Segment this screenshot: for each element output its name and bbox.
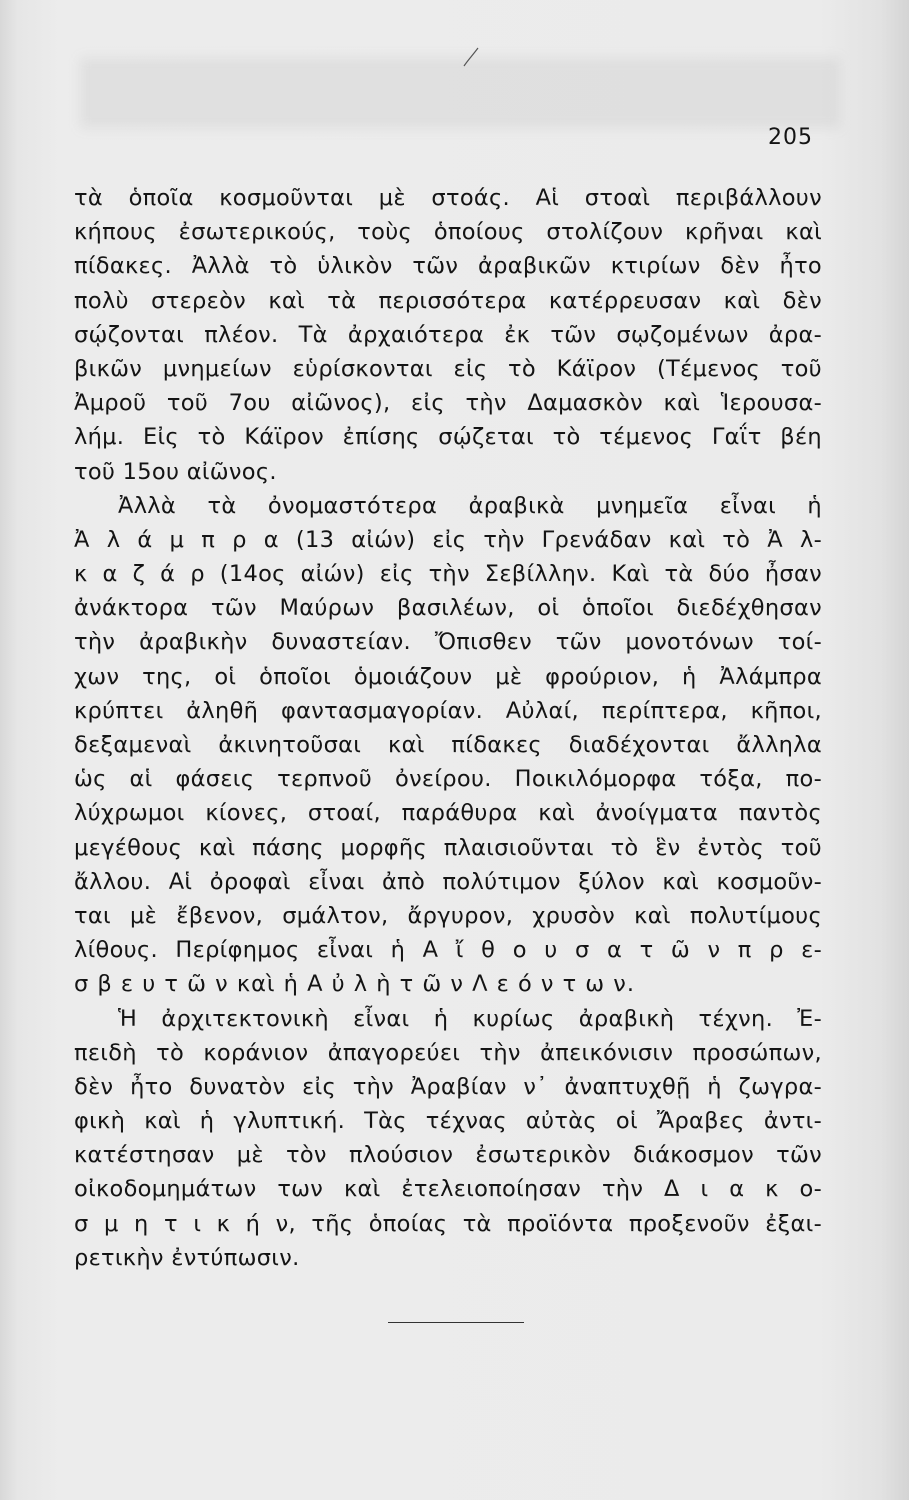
bleed-through-shadow	[80, 58, 840, 128]
text-line: πολὺ στερεὸν καὶ τὰ περισσότερα κατέρρευσαν καὶ δὲν	[74, 287, 822, 314]
text-line: τὴν ἀραβικὴν δυναστείαν. Ὄπισθεν τῶν μονοτόνων τοί-	[74, 629, 822, 656]
text-line: λήμ. Εἰς τὸ Κάϊρον ἐπίσης σῴζεται τὸ τέμενος Γαΐτ βέη	[74, 424, 822, 451]
text-line: κρύπτει ἀληθῆ φαντασμαγορίαν. Αὐλαί, περίπτερα, κῆποι,	[74, 697, 822, 724]
section-divider	[388, 1322, 524, 1323]
page-number: 205	[768, 125, 813, 150]
text-line: μεγέθους καὶ πάσης μορφῆς πλαισιοῦνται τὸ ἓν ἐντὸς τοῦ	[74, 834, 822, 861]
text-line: ὡς αἱ φάσεις τερπνοῦ ὀνείρου. Ποικιλόμορφα τόξα, πο-	[74, 766, 822, 793]
ink-mark	[462, 46, 482, 68]
text-line: κήπους ἐσωτερικούς, τοὺς ὁποίους στολίζουν κρῆναι καὶ	[74, 219, 822, 246]
text-line: ἀνάκτορα τῶν Μαύρων βασιλέων, οἱ ὁποῖοι διεδέχθησαν	[74, 595, 822, 622]
text-line: Ἀμροῦ τοῦ 7ου αἰῶνος), εἰς τὴν Δαμασκὸν καὶ Ἱερουσα-	[74, 390, 822, 417]
text-line: λίθους. Περίφημος εἶναι ἡ Α ἴ θ ο υ σ α τ ῶ ν π ρ ε-	[74, 937, 822, 964]
text-line: Ἡ ἀρχιτεκτονικὴ εἶναι ἡ κυρίως ἀραβικὴ τέχνη. Ἐ-	[118, 1005, 822, 1032]
text-line: χων της, οἱ ὁποῖοι ὁμοιάζουν μὲ φρούριον, ἡ Ἀλάμπρα	[74, 663, 822, 690]
text-line: τοῦ 15ου αἰῶνος.	[74, 458, 277, 485]
text-line: φικὴ καὶ ἡ γλυπτική. Τὰς τέχνας αὐτὰς οἱ Ἄραβες ἀντι-	[74, 1108, 822, 1135]
text-line: δὲν ἦτο δυνατὸν εἰς τὴν Ἀραβίαν ν᾽ ἀναπτυχθῇ ἡ ζωγρα-	[74, 1073, 822, 1100]
text-line: κατέστησαν μὲ τὸν πλούσιον ἐσωτερικὸν διάκοσμον τῶν	[74, 1142, 822, 1169]
text-line: λύχρωμοι κίονες, στοαί, παράθυρα καὶ ἀνοίγματα παντὸς	[74, 800, 822, 827]
text-line: σῴζονται πλέον. Τὰ ἀρχαιότερα ἐκ τῶν σῳζομένων ἀρα-	[74, 321, 822, 348]
text-line: Ἀ λ ά μ π ρ α (13 αἰών) εἰς τὴν Γρενάδαν καὶ τὸ Ἀ λ-	[74, 526, 822, 553]
text-line: ται μὲ ἔβενον, σμάλτον, ἄργυρον, χρυσὸν καὶ πολυτίμους	[74, 902, 822, 929]
text-line: σ β ε υ τ ῶ ν καὶ ἡ Α ὐ λ ὴ τ ῶ ν Λ ε ό ν τ ω ν.	[74, 971, 636, 998]
text-line: σ μ η τ ι κ ή ν, τῆς ὁποίας τὰ προϊόντα προξενοῦν ἐξαι-	[74, 1210, 822, 1237]
body-text	[74, 181, 822, 1275]
text-line: οἰκοδομημάτων των καὶ ἐτελειοποίησαν τὴν Δ ι α κ ο-	[74, 1176, 822, 1203]
text-line: τὰ ὁποῖα κοσμοῦνται μὲ στοάς. Αἱ στοαὶ περιβάλλουν	[74, 185, 822, 211]
text-line: πίδακες. Ἀλλὰ τὸ ὑλικὸν τῶν ἀραβικῶν κτιρίων δὲν ἦτο	[74, 253, 822, 280]
text-line: δεξαμεναὶ ἀκινητοῦσαι καὶ πίδακες διαδέχονται ἄλληλα	[74, 732, 822, 758]
text-line: ρετικὴν ἐντύπωσιν.	[74, 1244, 300, 1271]
text-line: κ α ζ ά ρ (14ος αἰών) εἰς τὴν Σεβίλλην. Καὶ τὰ δύο ἦσαν	[74, 561, 822, 588]
text-line: ἄλλου. Αἱ ὀροφαὶ εἶναι ἀπὸ πολύτιμον ξύλον καὶ κοσμοῦν-	[74, 868, 822, 895]
text-line: βικῶν μνημείων εὑρίσκονται εἰς τὸ Κάϊρον (Τέμενος τοῦ	[74, 355, 822, 382]
text-line: πειδὴ τὸ κοράνιον ἀπαγορεύει τὴν ἀπεικόνισιν προσώπων,	[74, 1039, 822, 1066]
text-line: Ἀλλὰ τὰ ὀνομαστότερα ἀραβικὰ μνημεῖα εἶναι ἡ	[118, 492, 822, 519]
